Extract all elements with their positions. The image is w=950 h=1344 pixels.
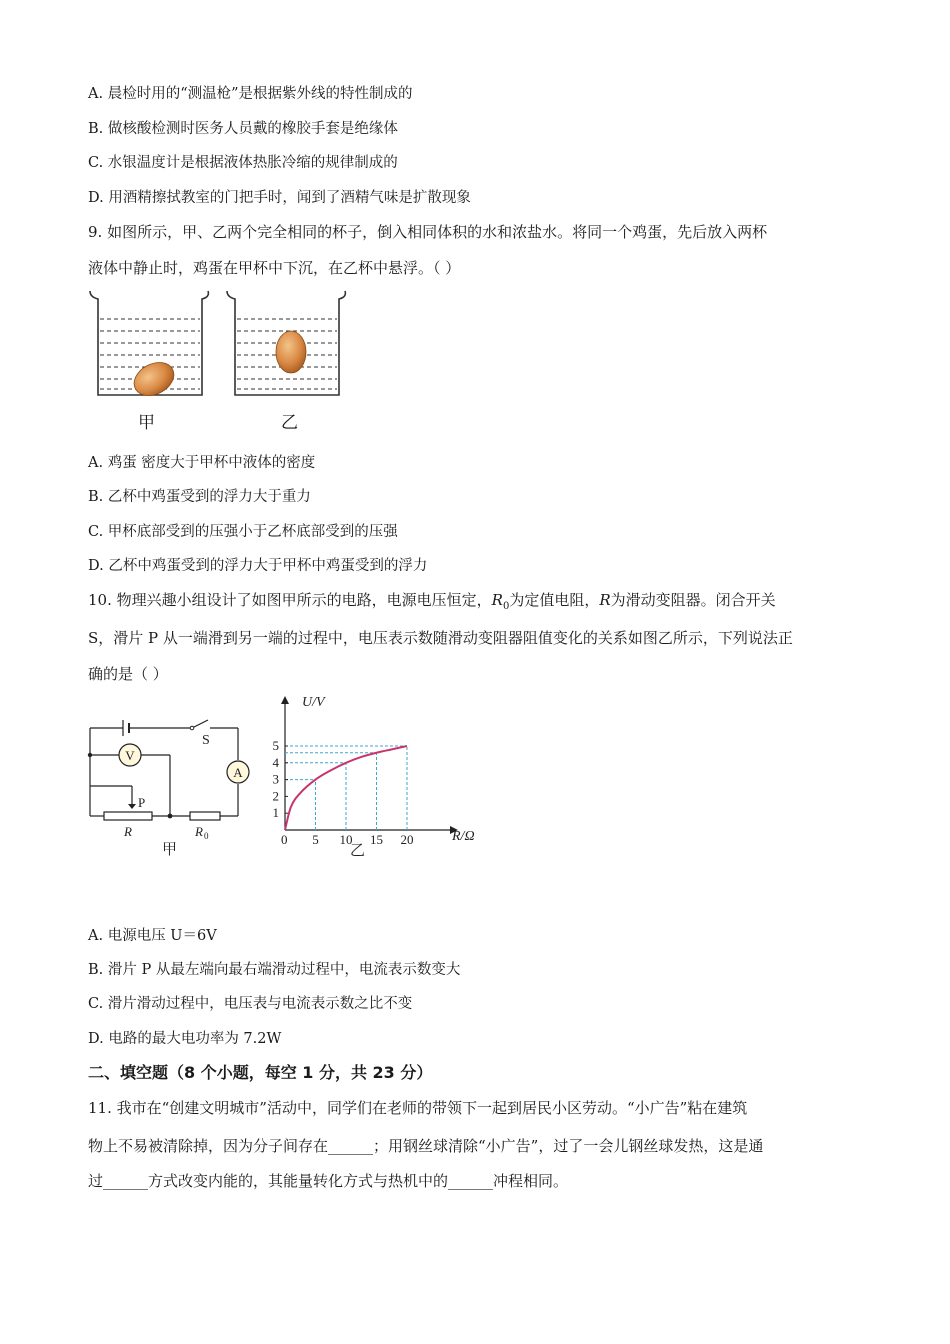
beaker-label-yi: 乙 bbox=[281, 413, 298, 433]
y-tick-label: 3 bbox=[272, 771, 279, 787]
r0-symbol: R bbox=[491, 591, 503, 609]
x-tick-label: 10 bbox=[339, 832, 353, 847]
q10-text-a: 10. 物理兴趣小组设计了如图甲所示的电路，电源电压恒定， bbox=[88, 591, 492, 609]
beaker-label-jia: 甲 bbox=[138, 413, 155, 433]
x-tick-label: 15 bbox=[370, 832, 383, 847]
q8-option-a: A. 晨检时用的“测温枪”是根据紫外线的特性制成的 bbox=[88, 86, 413, 102]
x-tick-label: 20 bbox=[400, 832, 414, 847]
rheostat-r bbox=[104, 812, 152, 820]
u-r-chart bbox=[262, 688, 492, 863]
r0-subscript: 0 bbox=[502, 601, 510, 612]
q9-stem-line1: 9. 如图所示，甲、乙两个完全相同的杯子，倒入相同体积的水和浓盐水。将同一个鸡蛋，先后放入两杯 bbox=[88, 223, 768, 241]
r0-label-subscript: 0 bbox=[204, 831, 209, 841]
q10-text-b: 为定值电阻， bbox=[509, 591, 600, 609]
beaker-jia bbox=[90, 291, 208, 402]
q8-option-b: B. 做核酸检测时医务人员戴的橡胶手套是绝缘体 bbox=[88, 121, 398, 137]
y-tick-label: 1 bbox=[272, 805, 279, 821]
q9-stem-line2: 液体中静止时，鸡蛋在甲杯中下沉，在乙杯中悬浮。（ ） bbox=[88, 259, 461, 277]
q10-option-c: C. 滑片滑动过程中，电压表与电流表示数之比不变 bbox=[88, 996, 413, 1012]
circuit-diagram bbox=[80, 708, 260, 858]
q9-option-a: A. 鸡蛋 密度大于甲杯中液体的密度 bbox=[88, 455, 316, 471]
y-tick-label: 2 bbox=[272, 788, 279, 804]
q8-option-d: D. 用酒精擦拭教室的门把手时，闻到了酒精气味是扩散现象 bbox=[88, 190, 471, 206]
q10-text-c: 为滑动变阻器。闭合开关 bbox=[610, 591, 776, 609]
q9-option-b: B. 乙杯中鸡蛋受到的浮力大于重力 bbox=[88, 489, 311, 505]
voltmeter-label: V bbox=[125, 748, 135, 763]
section-heading: 二、填空题（8 个小题，每空 1 分，共 23 分） bbox=[88, 1063, 433, 1082]
q11-line3: 过______方式改变内能的，其能量转化方式与热机中的______冲程相同。 bbox=[88, 1172, 569, 1190]
r-symbol: R bbox=[599, 591, 611, 609]
guide-lines bbox=[285, 746, 407, 830]
switch-label: S bbox=[202, 733, 210, 748]
x-axis-label: R/Ω bbox=[452, 829, 475, 844]
q8-option-c: C. 水银温度计是根据液体热胀冷缩的规律制成的 bbox=[88, 155, 398, 171]
beakers-figure bbox=[86, 285, 356, 435]
y-axis-label: U/V bbox=[302, 695, 325, 710]
q9-option-d: D. 乙杯中鸡蛋受到的浮力大于甲杯中鸡蛋受到的浮力 bbox=[88, 558, 428, 574]
q9-option-c: C. 甲杯底部受到的压强小于乙杯底部受到的压强 bbox=[88, 524, 398, 540]
q11-line2: 物上不易被清除掉，因为分子间存在______；用钢丝球清除“小广告”，过了一会儿钢丝球发热，这是通 bbox=[88, 1137, 764, 1155]
y-axis-arrow bbox=[281, 696, 289, 704]
ammeter-label: A bbox=[233, 765, 243, 780]
circuit-caption: 甲 bbox=[162, 842, 178, 858]
q11-line1: 11. 我市在“创建文明城市”活动中，同学们在老师的带领下一起到居民小区劳动。“小广告”粘在建筑 bbox=[88, 1099, 748, 1117]
x-tick-label: 5 bbox=[312, 832, 319, 847]
r0-label: R bbox=[195, 824, 203, 839]
q10-option-a: A. 电源电压 U＝6V bbox=[88, 928, 217, 944]
y-tick-label: 5 bbox=[272, 738, 279, 753]
q10-option-d: D. 电路的最大电功率为 7.2W bbox=[88, 1031, 282, 1047]
x-tick-label: 0 bbox=[281, 832, 288, 847]
chart-axes bbox=[285, 700, 454, 830]
beaker-yi bbox=[227, 291, 345, 395]
q10-stem-line1 bbox=[88, 589, 776, 612]
rheostat-label: R bbox=[124, 824, 132, 839]
q10-stem-line3: 确的是（ ） bbox=[88, 665, 168, 683]
y-tick-label: 4 bbox=[272, 754, 279, 770]
egg-yi bbox=[276, 331, 306, 373]
resistor-r0 bbox=[190, 812, 220, 820]
q10-option-b: B. 滑片 P 从最左端向最右端滑动过程中，电流表示数变大 bbox=[88, 962, 461, 978]
slider-label: P bbox=[138, 795, 146, 810]
chart-caption: 乙 bbox=[350, 843, 366, 859]
tick-marks bbox=[273, 738, 414, 847]
q10-stem-line2: S，滑片 P 从一端滑到另一端的过程中，电压表示数随滑动变阻器阻值变化的关系如图乙所示，下列说法正 bbox=[88, 629, 793, 647]
